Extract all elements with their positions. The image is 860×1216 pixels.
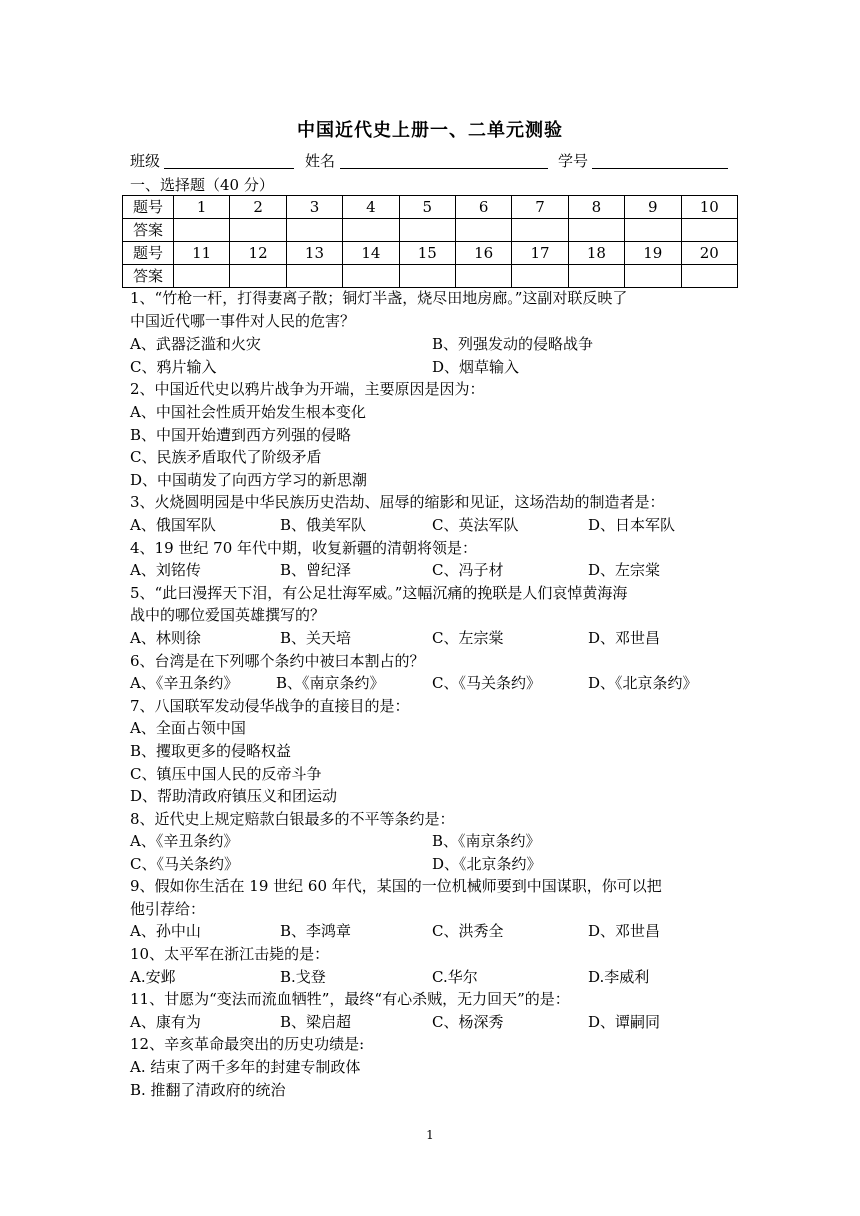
answer-cell[interactable] [568,265,624,288]
row-label: 答案 [123,219,174,242]
question-7-option-b[interactable]: B、攫取更多的侵略权益 [130,742,292,760]
answer-cell[interactable] [174,265,230,288]
number-cell: 8 [568,196,624,219]
question-4-option-b[interactable]: B、曾纪泽 [280,561,352,579]
question-8-option-d[interactable]: D、《北京条约》 [432,855,542,873]
id-label: 学号 [558,152,589,170]
question-11-option-a[interactable]: A、康有为 [130,1013,201,1031]
question-9-option-c[interactable]: C、洪秀全 [432,922,504,940]
answer-cell[interactable] [681,219,737,242]
number-cell: 4 [343,196,399,219]
answer-cell[interactable] [399,219,455,242]
question-2-option-c[interactable]: C、民族矛盾取代了阶级矛盾 [130,448,322,466]
row-label: 题号 [123,196,174,219]
question-9-option-d[interactable]: D、邓世昌 [588,922,661,940]
answer-cell[interactable] [230,265,286,288]
answer-cell[interactable] [286,219,342,242]
answer-cell[interactable] [681,265,737,288]
question-7-option-c[interactable]: C、镇压中国人民的反帝斗争 [130,765,322,783]
number-cell: 15 [399,242,455,265]
class-blank[interactable] [164,168,294,169]
question-7-option-d[interactable]: D、帮助清政府镇压义和团运动 [130,787,338,805]
answer-cell[interactable] [512,219,568,242]
question-8-option-a[interactable]: A、《辛丑条约》 [130,832,239,850]
answer-cell[interactable] [512,265,568,288]
answer-table [122,195,738,288]
name-blank[interactable] [340,168,548,169]
question-6-option-c[interactable]: C、《马关条约》 [432,674,541,692]
row-label: 答案 [123,265,174,288]
answer-cell[interactable] [343,219,399,242]
question-6-stem: 6、台湾是在下列哪个条约中被曰本割占的？ [130,652,425,670]
number-cell: 16 [455,242,511,265]
question-2-option-d[interactable]: D、中国萌发了向西方学习的新思潮 [130,471,368,489]
answer-cell[interactable] [568,219,624,242]
question-5-option-a[interactable]: A、林则徐 [130,629,201,647]
answer-cell[interactable] [625,219,681,242]
number-cell: 12 [230,242,286,265]
question-8-option-c[interactable]: C、《马关条约》 [130,855,239,873]
question-3-option-d[interactable]: D、日本军队 [588,516,676,534]
number-cell: 11 [174,242,230,265]
id-blank[interactable] [592,168,728,169]
table-row-answers-1 [123,219,738,242]
question-1-stem-line-1: 1、“竹枪一杆，打得妻离子散；铜灯半盏，烧尽田地房廊。”这副对联反映了 [130,289,628,307]
question-1-option-b[interactable]: B、列强发动的侵略战争 [432,335,594,353]
table-row-numbers-1 [123,196,738,219]
answer-cell[interactable] [230,219,286,242]
answer-cell[interactable] [455,265,511,288]
answer-cell[interactable] [399,265,455,288]
question-2-option-b[interactable]: B、中国开始遭到西方列强的侵略 [130,426,352,444]
question-9-stem-line-1: 9、假如你生活在 19 世纪 60 年代，某国的一位机械师要到中国谋职，你可以把 [130,877,662,895]
question-11-option-d[interactable]: D、谭嗣同 [588,1013,661,1031]
answer-cell[interactable] [286,265,342,288]
question-3-option-b[interactable]: B、俄美军队 [280,516,367,534]
question-8-stem: 8、近代史上规定赔款白银最多的不平等条约是： [130,810,455,828]
question-7-option-a[interactable]: A、全面占领中国 [130,719,246,737]
question-9-option-a[interactable]: A、孙中山 [130,922,201,940]
question-5-option-b[interactable]: B、关天培 [280,629,352,647]
student-info-row [130,150,730,174]
question-10-stem: 10、太平军在浙江击毙的是： [130,945,330,963]
question-12-option-a[interactable]: A. 结束了两千多年的封建专制政体 [130,1058,361,1076]
question-2-option-a[interactable]: A、中国社会性质开始发生根本变化 [130,403,366,421]
number-cell: 7 [512,196,568,219]
name-label: 姓名 [305,152,336,170]
question-1-option-a[interactable]: A、武器泛滥和火灾 [130,335,261,353]
number-cell: 10 [681,196,737,219]
question-9-stem-line-2: 他引荐给： [130,900,206,918]
question-5-stem-line-1: 5、“此曰漫挥天下泪，有公足壮海军威。”这幅沉痛的挽联是人们哀悼黄海海 [130,584,628,602]
question-3-stem: 3、火烧圆明园是中华民族历史浩劫、屈辱的缩影和见证，这场浩劫的制造者是： [130,493,665,511]
number-cell: 19 [625,242,681,265]
question-5-stem-line-2: 战中的哪位爱国英雄撰写的？ [130,606,326,624]
question-11-stem: 11、甘愿为“变法而流血牺牲”，最终“有心杀贼，无力回天”的是： [130,990,570,1008]
question-1-option-c[interactable]: C、鸦片输入 [130,358,217,376]
number-cell: 5 [399,196,455,219]
question-6-option-a[interactable]: A、《辛丑条约》 [130,674,239,692]
page-title: 中国近代史上册一、二单元测验 [297,120,563,141]
answer-cell[interactable] [174,219,230,242]
question-12-stem: 12、辛亥革命最突出的历史功绩是: [130,1035,365,1053]
question-3-option-c[interactable]: C、英法军队 [432,516,519,534]
class-label: 班级 [130,152,161,170]
question-5-option-d[interactable]: D、邓世昌 [588,629,661,647]
answer-cell[interactable] [455,219,511,242]
number-cell: 18 [568,242,624,265]
table-row-numbers-2 [123,242,738,265]
question-1-option-d[interactable]: D、烟草输入 [432,358,520,376]
number-cell: 6 [455,196,511,219]
number-cell: 20 [681,242,737,265]
question-5-option-c[interactable]: C、左宗棠 [432,629,504,647]
question-10-option-c[interactable]: C.华尔 [432,968,478,986]
page-number: 1 [426,1128,434,1142]
question-10-option-a[interactable]: A.安邺 [130,968,176,986]
question-10-option-d[interactable]: D.李威利 [588,968,650,986]
question-12-option-b[interactable]: B. 推翻了清政府的统治 [130,1081,286,1099]
table-row-answers-2 [123,265,738,288]
question-9-option-b[interactable]: B、李鸿章 [280,922,352,940]
number-cell: 14 [343,242,399,265]
number-cell: 13 [286,242,342,265]
question-11-option-c[interactable]: C、杨深秀 [432,1013,504,1031]
question-4-option-c[interactable]: C、冯子材 [432,561,504,579]
question-3-option-a[interactable]: A、俄国军队 [130,516,216,534]
question-10-option-b[interactable]: B.戈登 [280,968,326,986]
number-cell: 17 [512,242,568,265]
question-4-stem: 4、19 世纪 70 年代中期，收复新疆的清朝将领是： [130,539,478,557]
number-cell: 3 [286,196,342,219]
question-6-option-b[interactable]: B、《南京条约》 [276,674,385,692]
question-11-option-b[interactable]: B、梁启超 [280,1013,352,1031]
answer-cell[interactable] [625,265,681,288]
number-cell: 1 [174,196,230,219]
question-8-option-b[interactable]: B、《南京条约》 [432,832,541,850]
section-heading: 一、选择题（40 分） [130,176,274,194]
question-7-stem: 7、八国联军发动侵华战争的直接目的是： [130,697,410,715]
question-2-stem: 2、中国近代史以鸦片战争为开端，主要原因是因为： [130,380,485,398]
number-cell: 9 [625,196,681,219]
number-cell: 2 [230,196,286,219]
question-4-option-a[interactable]: A、刘铭传 [130,561,201,579]
row-label: 题号 [123,242,174,265]
question-1-stem-line-2: 中国近代哪一事件对人民的危害？ [130,312,356,330]
answer-cell[interactable] [343,265,399,288]
question-4-option-d[interactable]: D、左宗棠 [588,561,661,579]
question-6-option-d[interactable]: D、《北京条约》 [588,674,698,692]
